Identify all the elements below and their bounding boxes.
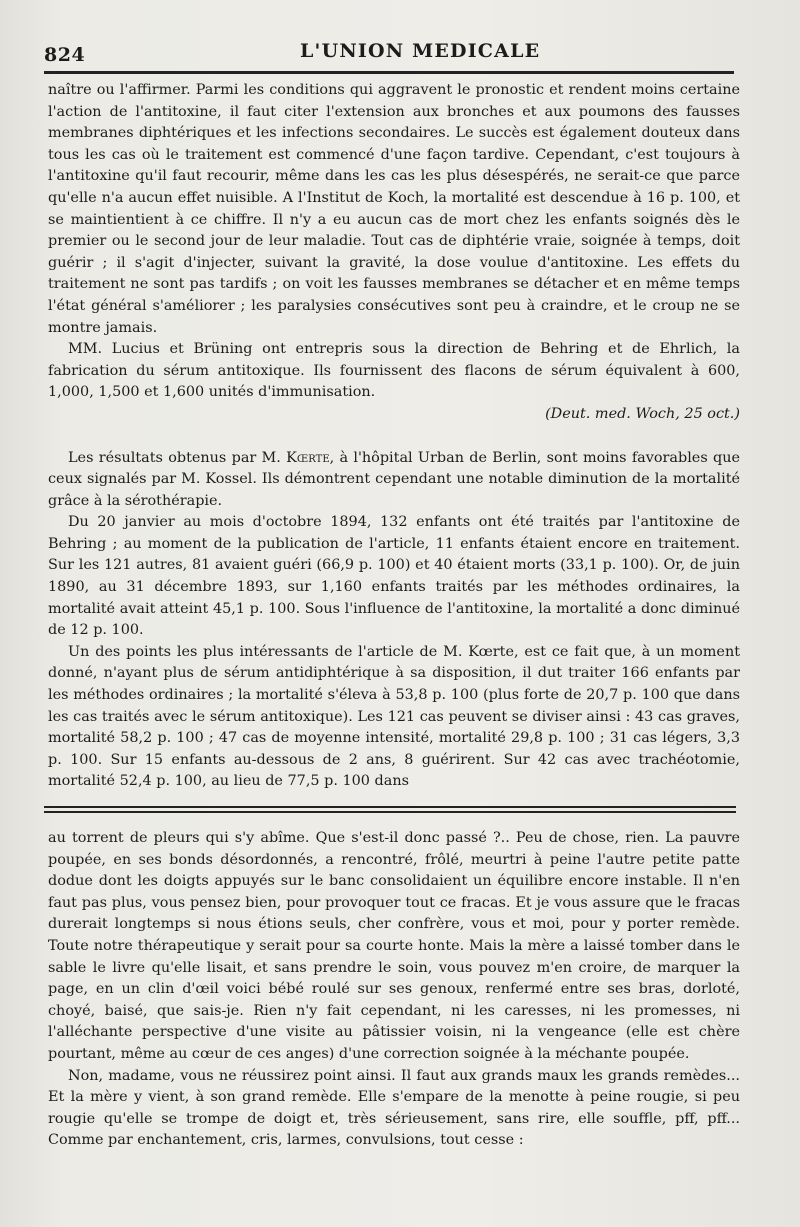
section-rule (44, 811, 736, 813)
article-paragraph: Du 20 janvier au mois d'octobre 1894, 132 enfants ont été traités par l'antitoxine de Behring ; au moment de la publication de l'article, 11 enfants étaient encore en traitement. Sur les 121 autres, 81 avaient guéri (66,9 p. 100) et 40 étaient morts (33,1 p. 100). Or, de juin 1890, au 31 décembre 1893, sur 1,160 enfants traités par les méthodes ordinaires, la mortalité avait atteint 45,1 p. 100. Sous l'influence de l'antitoxine, la mortalité a donc diminué de 12 p. 100. (48, 514, 740, 639)
feuilleton-paragraph: au torrent de pleurs qui s'y abîme. Que s'est-il donc passé ?.. Peu de chose, rien. La pauvre poupée, en ses bonds désordonnés, a rencontré, frôlé, meurtri à peine l'autre petite patte dodue dont les doigts appuyés sur le banc consolidaient un équilibre encore instable. Il n'en faut pas plus, vous pensez bien, pour provoquer tout ce fracas. Et je vous assure que le fracas durerait longtemps si nous étions seuls, cher confrère, vous et moi, pour y porter remède. Toute notre thérapeutique y serait pour sa courte honte. Mais la mère a laissé tomber dans le sable le livre qu'elle lisait, et sans prendre le soin, vous pouvez m'en croire, de marquer la page, en un clin d'œil voici bébé roulé sur ses genoux, renfermé entre ses bras, dorloté, choyé, baisé, que sais-je. Rien n'y fait cependant, ni les caresses, ni les promesses, ni l'alléchante perspective d'une visite au pâtissier voisin, ni la vengeance (elle est chère pourtant, même au cœur de ces anges) d'une correction soignée à la méchante poupée. (48, 830, 740, 1062)
section-rule (44, 806, 736, 808)
article-paragraph (48, 448, 740, 513)
article-column (48, 80, 740, 793)
header-rule (44, 71, 734, 74)
source-citation: (Deut. med. Woch, 25 oct.) (545, 405, 740, 422)
author-name: Kœrte (286, 449, 330, 466)
article-text: , à l'hôpital Urban de Berlin, sont moins favorables que ceux signalés par M. Kossel. Ils démontrent cependant une notable diminution de la mortalité grâce à la sérothérapie. (48, 449, 740, 509)
feuilleton-column (48, 828, 740, 1152)
article-text: Les résultats obtenus par M. (68, 449, 287, 466)
feuilleton-paragraph: Non, madame, vous ne réussirez point ainsi. Il faut aux grands maux les grands remèdes... Et la mère y vient, à son grand remède. Elle s'empare de la menotte à peine rougie, si peu rougie qu'elle se trompe de doigt et, très sérieusement, sans rire, elle souffle, pff, pff... Comme par enchantement, cris, larmes, convulsions, tout cesse : (48, 1067, 740, 1149)
article-paragraph: naître ou l'affirmer. Parmi les conditions qui aggravent le pronostic et rendent moins certaine l'action de l'antitoxine, il faut citer l'extension aux bronches et aux poumons des fausses membranes diphtériques et les infections secondaires. Le succès est également douteux dans tous les cas où le traitement est commencé d'une façon tardive. Cependant, c'est toujours à l'antitoxine qu'il faut recourir, même dans les cas les plus désespérés, ne serait-ce que parce qu'elle n'a aucun effet nuisible. A l'Institut de Koch, la mortalité est descendue à 16 p. 100, et se maintientient à ce chiffre. Il n'y a eu aucun cas de mort chez les enfants soignés dès le premier ou le second jour de leur maladie. Tout cas de diphtérie vraie, soignée à temps, doit guérir ; il s'agit d'injecter, suivant la gravité, la dose voulue d'antitoxine. Les effets du traitement ne sont pas tardifs ; on voit les fausses membranes se détacher et en même temps l'état général s'améliorer ; les paralysies consécutives sont peu à craindre, et le croup ne se montre jamais. (48, 82, 740, 336)
page-header (44, 38, 734, 74)
article-paragraph: Un des points les plus intéressants de l'article de M. Kœrte, est ce fait que, à un moment donné, n'ayant plus de sérum antidiphtérique à sa disposition, il dut traiter 166 enfants par les méthodes ordinaires ; la mortalité s'éleva à 53,8 p. 100 (plus forte de 20,7 p. 100 que dans les cas traités avec le sérum antitoxique). Les 121 cas peuvent se diviser ainsi : 43 cas graves, mortalité 58,2 p. 100 ; 47 cas de moyenne intensité, mortalité 29,8 p. 100 ; 31 cas légers, 3,3 p. 100. Sur 15 enfants au-dessous de 2 ans, 8 guérirent. Sur 42 cas avec trachéotomie, mortalité 52,4 p. 100, au lieu de 77,5 p. 100 dans (48, 643, 740, 790)
article-paragraph: MM. Lucius et Brüning ont entrepris sous la direction de Behring et de Ehrlich, la fabrication du sérum antitoxique. Ils fournissent des flacons de sérum équivalent à 600, 1,000, 1,500 et 1,600 unités d'immunisation. (48, 341, 740, 401)
running-head: L'UNION MEDICALE (300, 40, 541, 62)
page-number: 824 (44, 44, 86, 66)
